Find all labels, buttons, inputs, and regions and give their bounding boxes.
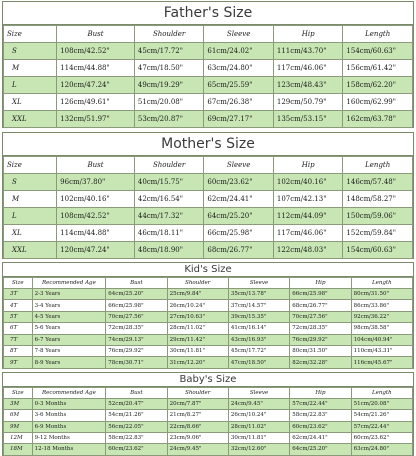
size-label: 3T bbox=[4, 289, 33, 300]
size-label: M bbox=[4, 60, 57, 77]
baby-column-header: Hip bbox=[290, 387, 351, 398]
table-row bbox=[4, 345, 413, 356]
baby-size-title: Baby's Size bbox=[3, 372, 413, 387]
table-cell: 43cm/16.93" bbox=[228, 334, 289, 345]
table-cell: 29cm/11.42" bbox=[167, 334, 228, 345]
size-label: XL bbox=[4, 225, 57, 242]
table-row bbox=[4, 289, 413, 300]
table-cell: 61cm/24.02" bbox=[204, 43, 274, 60]
table-cell: 111cm/43.70" bbox=[273, 43, 343, 60]
table-cell: 40cm/15.75" bbox=[134, 174, 204, 191]
table-cell: 60cm/23.62" bbox=[290, 421, 351, 432]
table-cell: 45cm/17.72" bbox=[228, 345, 289, 356]
table-cell: 45cm/17.72" bbox=[134, 43, 204, 60]
table-cell: 108cm/42.52" bbox=[57, 208, 135, 225]
table-cell: 60cm/23.62" bbox=[351, 432, 412, 443]
table-cell: 120cm/47.24" bbox=[57, 242, 135, 259]
table-cell: 56cm/22.05" bbox=[106, 421, 167, 432]
table-cell: 96cm/37.80" bbox=[57, 174, 135, 191]
kids-header-row bbox=[4, 278, 413, 289]
baby-column-header: Length bbox=[351, 387, 412, 398]
table-cell: 4-5 Years bbox=[32, 311, 106, 322]
table-cell: 129cm/50.79" bbox=[273, 94, 343, 111]
table-cell: 57cm/22.44" bbox=[290, 398, 351, 409]
mother-header-row bbox=[4, 157, 413, 174]
mother-column-header: Bust bbox=[57, 157, 135, 174]
table-row bbox=[4, 77, 413, 94]
table-cell: 80cm/31.50" bbox=[290, 345, 351, 356]
table-cell: 132cm/51.97" bbox=[57, 111, 135, 128]
kids-column-header: Hip bbox=[290, 278, 351, 289]
table-cell: 58cm/22.83" bbox=[106, 432, 167, 443]
size-label: 3M bbox=[4, 398, 33, 409]
size-label: 6T bbox=[4, 323, 33, 334]
baby-column-header: Sleeve bbox=[228, 387, 289, 398]
table-cell: 102cm/40.16" bbox=[57, 191, 135, 208]
table-cell: 66cm/25.98" bbox=[290, 289, 351, 300]
father-size-section bbox=[2, 1, 414, 128]
table-cell: 82cm/32.28" bbox=[290, 357, 351, 368]
table-cell: 47cm/18.50" bbox=[134, 60, 204, 77]
table-row bbox=[4, 242, 413, 259]
table-cell: 122cm/48.03" bbox=[273, 242, 343, 259]
size-label: S bbox=[4, 43, 57, 60]
mother-column-header: Length bbox=[343, 157, 413, 174]
table-cell: 54cm/21.26" bbox=[351, 410, 412, 421]
table-cell: 80cm/31.50" bbox=[351, 289, 412, 300]
table-row bbox=[4, 225, 413, 242]
table-cell: 160cm/62.99" bbox=[343, 94, 413, 111]
size-label: M bbox=[4, 191, 57, 208]
table-cell: 26cm/10.24" bbox=[167, 300, 228, 311]
table-cell: 5-6 Years bbox=[32, 323, 106, 334]
table-cell: 63cm/24.80" bbox=[204, 60, 274, 77]
baby-size-table bbox=[3, 387, 413, 456]
table-cell: 70cm/27.56" bbox=[106, 311, 167, 322]
table-cell: 28cm/11.02" bbox=[228, 421, 289, 432]
table-cell: 53cm/20.87" bbox=[134, 111, 204, 128]
baby-header-row bbox=[4, 387, 413, 398]
table-cell: 158cm/62.20" bbox=[343, 77, 413, 94]
table-cell: 42cm/16.54" bbox=[134, 191, 204, 208]
table-cell: 74cm/29.13" bbox=[106, 334, 167, 345]
table-cell: 62cm/24.41" bbox=[290, 432, 351, 443]
table-cell: 51cm/20.08" bbox=[351, 398, 412, 409]
table-cell: 2-3 Years bbox=[32, 289, 106, 300]
table-cell: 150cm/59.06" bbox=[343, 208, 413, 225]
size-label: 5T bbox=[4, 311, 33, 322]
baby-size-section bbox=[2, 372, 414, 456]
table-cell: 44cm/17.32" bbox=[134, 208, 204, 225]
table-row bbox=[4, 357, 413, 368]
kids-size-section bbox=[2, 262, 414, 369]
table-cell: 146cm/57.48" bbox=[343, 174, 413, 191]
kids-column-header: Sleeve bbox=[228, 278, 289, 289]
table-row bbox=[4, 323, 413, 334]
table-cell: 54cm/21.26" bbox=[106, 410, 167, 421]
mother-column-header: Size bbox=[4, 157, 57, 174]
father-column-header: Hip bbox=[273, 26, 343, 43]
table-cell: 64cm/25.20" bbox=[106, 289, 167, 300]
size-label: XXL bbox=[4, 242, 57, 259]
table-cell: 135cm/53.15" bbox=[273, 111, 343, 128]
table-cell: 30cm/11.81" bbox=[228, 432, 289, 443]
table-cell: 35cm/13.78" bbox=[228, 289, 289, 300]
table-cell: 76cm/29.92" bbox=[290, 334, 351, 345]
father-column-header: Sleeve bbox=[204, 26, 274, 43]
table-cell: 28cm/11.02" bbox=[167, 323, 228, 334]
table-cell: 23cm/9.06" bbox=[167, 432, 228, 443]
father-size-table bbox=[3, 25, 413, 128]
table-cell: 47cm/18.50" bbox=[228, 357, 289, 368]
table-cell: 20cm/7.87" bbox=[167, 398, 228, 409]
table-row bbox=[4, 432, 413, 443]
kids-column-header: Size bbox=[4, 278, 33, 289]
table-cell: 52cm/20.47" bbox=[106, 398, 167, 409]
table-row bbox=[4, 444, 413, 455]
table-row bbox=[4, 410, 413, 421]
father-column-header: Length bbox=[343, 26, 413, 43]
kids-column-header: Recommended Age bbox=[32, 278, 106, 289]
size-label: S bbox=[4, 174, 57, 191]
table-cell: 123cm/48.43" bbox=[273, 77, 343, 94]
kids-column-header: Length bbox=[351, 278, 412, 289]
table-cell: 12-18 Months bbox=[32, 444, 106, 455]
table-row bbox=[4, 311, 413, 322]
table-cell: 114cm/44.88" bbox=[57, 225, 135, 242]
table-row bbox=[4, 43, 413, 60]
table-cell: 110cm/43.31" bbox=[351, 345, 412, 356]
table-cell: 69cm/27.17" bbox=[204, 111, 274, 128]
size-label: 7T bbox=[4, 334, 33, 345]
table-cell: 62cm/24.41" bbox=[204, 191, 274, 208]
table-row bbox=[4, 60, 413, 77]
father-size-title: Father's Size bbox=[3, 1, 413, 25]
table-cell: 49cm/19.29" bbox=[134, 77, 204, 94]
table-cell: 64cm/25.20" bbox=[204, 208, 274, 225]
baby-column-header: Recommended Age bbox=[32, 387, 106, 398]
table-cell: 8-9 Years bbox=[32, 357, 106, 368]
size-label: 8T bbox=[4, 345, 33, 356]
table-cell: 26cm/10.24" bbox=[228, 410, 289, 421]
table-row bbox=[4, 421, 413, 432]
table-cell: 152cm/59.84" bbox=[343, 225, 413, 242]
table-cell: 9-12 Months bbox=[32, 432, 106, 443]
mother-size-title: Mother's Size bbox=[3, 132, 413, 156]
baby-column-header: Size bbox=[4, 387, 33, 398]
baby-column-header: Shoulder bbox=[167, 387, 228, 398]
table-cell: 30cm/11.81" bbox=[167, 345, 228, 356]
table-cell: 66cm/25.98" bbox=[204, 225, 274, 242]
table-cell: 39cm/15.35" bbox=[228, 311, 289, 322]
size-label: 4T bbox=[4, 300, 33, 311]
table-cell: 65cm/25.59" bbox=[204, 77, 274, 94]
table-cell: 0-3 Months bbox=[32, 398, 106, 409]
table-cell: 7-8 Years bbox=[32, 345, 106, 356]
table-cell: 32cm/12.60" bbox=[228, 444, 289, 455]
table-cell: 63cm/24.80" bbox=[351, 444, 412, 455]
father-header-row bbox=[4, 26, 413, 43]
table-cell: 46cm/18.11" bbox=[134, 225, 204, 242]
table-cell: 107cm/42.13" bbox=[273, 191, 343, 208]
size-label: 12M bbox=[4, 432, 33, 443]
table-cell: 112cm/44.09" bbox=[273, 208, 343, 225]
table-cell: 24cm/9.45" bbox=[228, 398, 289, 409]
table-cell: 156cm/61.42" bbox=[343, 60, 413, 77]
table-cell: 6-9 Months bbox=[32, 421, 106, 432]
father-column-header: Bust bbox=[57, 26, 135, 43]
table-cell: 6-7 Years bbox=[32, 334, 106, 345]
table-row bbox=[4, 208, 413, 225]
size-label: 9M bbox=[4, 421, 33, 432]
table-cell: 148cm/58.27" bbox=[343, 191, 413, 208]
table-cell: 25cm/9.84" bbox=[167, 289, 228, 300]
table-cell: 24cm/9.45" bbox=[167, 444, 228, 455]
table-cell: 114cm/44.88" bbox=[57, 60, 135, 77]
table-cell: 92cm/36.22" bbox=[351, 311, 412, 322]
table-cell: 154cm/60.63" bbox=[343, 242, 413, 259]
table-row bbox=[4, 334, 413, 345]
size-label: XXL bbox=[4, 111, 57, 128]
table-cell: 72cm/28.35" bbox=[290, 323, 351, 334]
table-cell: 117cm/46.06" bbox=[273, 225, 343, 242]
table-cell: 3-6 Months bbox=[32, 410, 106, 421]
size-label: L bbox=[4, 77, 57, 94]
table-cell: 66cm/25.98" bbox=[106, 300, 167, 311]
baby-column-header: Bust bbox=[106, 387, 167, 398]
table-cell: 31cm/12.20" bbox=[167, 357, 228, 368]
table-cell: 162cm/63.78" bbox=[343, 111, 413, 128]
table-cell: 22cm/8.66" bbox=[167, 421, 228, 432]
table-cell: 120cm/47.24" bbox=[57, 77, 135, 94]
table-row bbox=[4, 174, 413, 191]
table-row bbox=[4, 191, 413, 208]
table-cell: 48cm/18.90" bbox=[134, 242, 204, 259]
table-cell: 41cm/16.14" bbox=[228, 323, 289, 334]
table-cell: 116cm/45.67" bbox=[351, 357, 412, 368]
table-cell: 37cm/14.57" bbox=[228, 300, 289, 311]
table-cell: 64cm/25.20" bbox=[290, 444, 351, 455]
size-label: 18M bbox=[4, 444, 33, 455]
table-cell: 126cm/49.61" bbox=[57, 94, 135, 111]
father-column-header: Size bbox=[4, 26, 57, 43]
father-column-header: Shoulder bbox=[134, 26, 204, 43]
table-cell: 3-4 Years bbox=[32, 300, 106, 311]
table-cell: 104cm/40.94" bbox=[351, 334, 412, 345]
table-cell: 27cm/10.63" bbox=[167, 311, 228, 322]
table-row bbox=[4, 398, 413, 409]
kids-size-title: Kid's Size bbox=[3, 262, 413, 277]
kids-column-header: Bust bbox=[106, 278, 167, 289]
table-cell: 72cm/28.35" bbox=[106, 323, 167, 334]
table-cell: 154cm/60.63" bbox=[343, 43, 413, 60]
table-cell: 70cm/27.56" bbox=[290, 311, 351, 322]
table-cell: 102cm/40.16" bbox=[273, 174, 343, 191]
mother-column-header: Sleeve bbox=[204, 157, 274, 174]
table-cell: 60cm/23.62" bbox=[106, 444, 167, 455]
table-cell: 68cm/26.77" bbox=[204, 242, 274, 259]
kids-size-table bbox=[3, 277, 413, 369]
size-label: XL bbox=[4, 94, 57, 111]
mother-column-header: Shoulder bbox=[134, 157, 204, 174]
table-cell: 51cm/20.08" bbox=[134, 94, 204, 111]
kids-column-header: Shoulder bbox=[167, 278, 228, 289]
size-label: 9T bbox=[4, 357, 33, 368]
table-cell: 117cm/46.06" bbox=[273, 60, 343, 77]
table-cell: 108cm/42.52" bbox=[57, 43, 135, 60]
table-cell: 76cm/29.92" bbox=[106, 345, 167, 356]
table-cell: 21cm/8.27" bbox=[167, 410, 228, 421]
table-row bbox=[4, 94, 413, 111]
table-cell: 68cm/26.77" bbox=[290, 300, 351, 311]
table-cell: 57cm/22.44" bbox=[351, 421, 412, 432]
table-row bbox=[4, 300, 413, 311]
table-cell: 58cm/22.83" bbox=[290, 410, 351, 421]
size-label: L bbox=[4, 208, 57, 225]
table-row bbox=[4, 111, 413, 128]
mother-size-section bbox=[2, 132, 414, 259]
table-cell: 60cm/23.62" bbox=[204, 174, 274, 191]
table-cell: 78cm/30.71" bbox=[106, 357, 167, 368]
mother-size-table bbox=[3, 156, 413, 259]
mother-column-header: Hip bbox=[273, 157, 343, 174]
table-cell: 98cm/38.58" bbox=[351, 323, 412, 334]
table-cell: 67cm/26.38" bbox=[204, 94, 274, 111]
table-cell: 86cm/33.86" bbox=[351, 300, 412, 311]
size-label: 6M bbox=[4, 410, 33, 421]
